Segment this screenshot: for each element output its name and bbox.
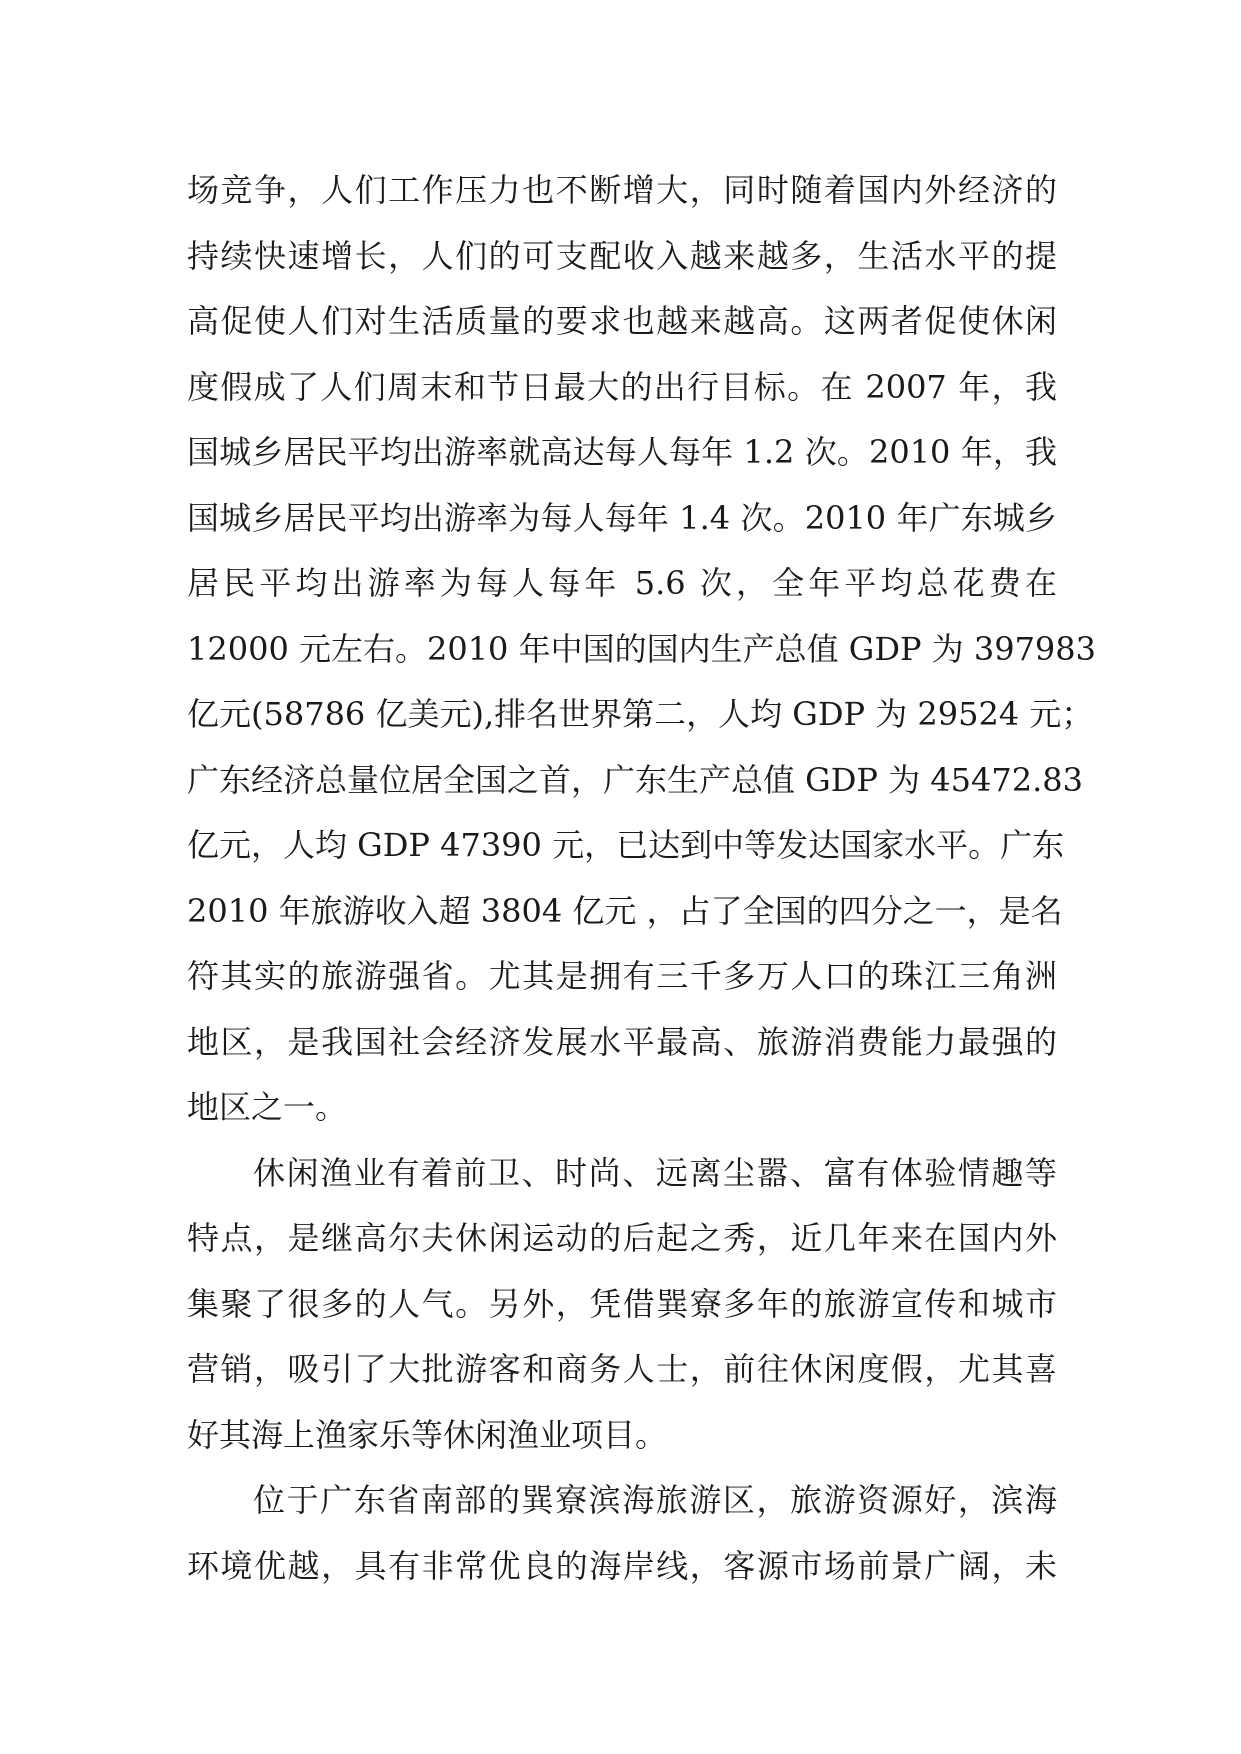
text-line: 广东经济总量位居全国之首，广东生产总值 GDP 为 45472.83 bbox=[187, 760, 1083, 799]
text-line: 国城乡居民平均出游率就高达每人每年 1.2 次。2010 年，我 bbox=[187, 433, 1057, 471]
paragraph-first-line: 位于广东省南部的巽寮滨海旅游区，旅游资源好，滨海 bbox=[253, 1481, 1057, 1519]
text-line: 地区，是我国社会经济发展水平最高、旅游消费能力最强的 bbox=[187, 1022, 1057, 1061]
text-line: 持续快速增长，人们的可支配收入越来越多，生活水平的提 bbox=[187, 236, 1057, 275]
text-line: 居民平均出游率为每人每年 5.6 次，全年平均总花费在 bbox=[187, 564, 1057, 602]
text-line: 营销，吸引了大批游客和商务人士，前往休闲度假，尤其喜 bbox=[187, 1350, 1057, 1388]
paragraph-first-line: 休闲渔业有着前卫、时尚、远离尘嚣、富有体验情趣等 bbox=[253, 1153, 1057, 1192]
body-text bbox=[187, 158, 1097, 1599]
text-line: 国城乡居民平均出游率为每人每年 1.4 次。2010 年广东城乡 bbox=[187, 498, 1057, 537]
text-line: 亿元，人均 GDP 47390 元，已达到中等发达国家水平。广东 bbox=[187, 826, 1065, 864]
text-line: 集聚了很多的人气。另外，凭借巽寮多年的旅游宣传和城市 bbox=[187, 1284, 1057, 1323]
text-line: 符其实的旅游强省。尤其是拥有三千多万人口的珠江三角洲 bbox=[187, 957, 1057, 995]
text-line: 2010 年旅游收入超 3804 亿元 ，占了全国的四分之一，是名 bbox=[187, 891, 1063, 930]
text-line: 高促使人们对生活质量的要求也越来越高。这两者促使休闲 bbox=[187, 302, 1057, 340]
text-line: 好其海上渔家乐等休闲渔业项目。 bbox=[187, 1415, 668, 1454]
text-line: 亿元(58786 亿美元),排名世界第二，人均 GDP 为 29524 元； bbox=[187, 695, 1094, 733]
text-line: 环境优越，具有非常优良的海岸线，客源市场前景广阔，未 bbox=[187, 1546, 1057, 1585]
text-line: 特点，是继高尔夫休闲运动的后起之秀，近几年来在国内外 bbox=[187, 1219, 1057, 1257]
text-line: 地区之一。 bbox=[187, 1088, 348, 1126]
text-line: 12000 元左右。2010 年中国的国内生产总值 GDP 为 397983 bbox=[187, 629, 1097, 668]
text-line: 度假成了人们周末和节日最大的出行目标。在 2007 年，我 bbox=[187, 367, 1057, 406]
text-line: 场竞争，人们工作压力也不断增大，同时随着国内外经济的 bbox=[187, 171, 1057, 209]
